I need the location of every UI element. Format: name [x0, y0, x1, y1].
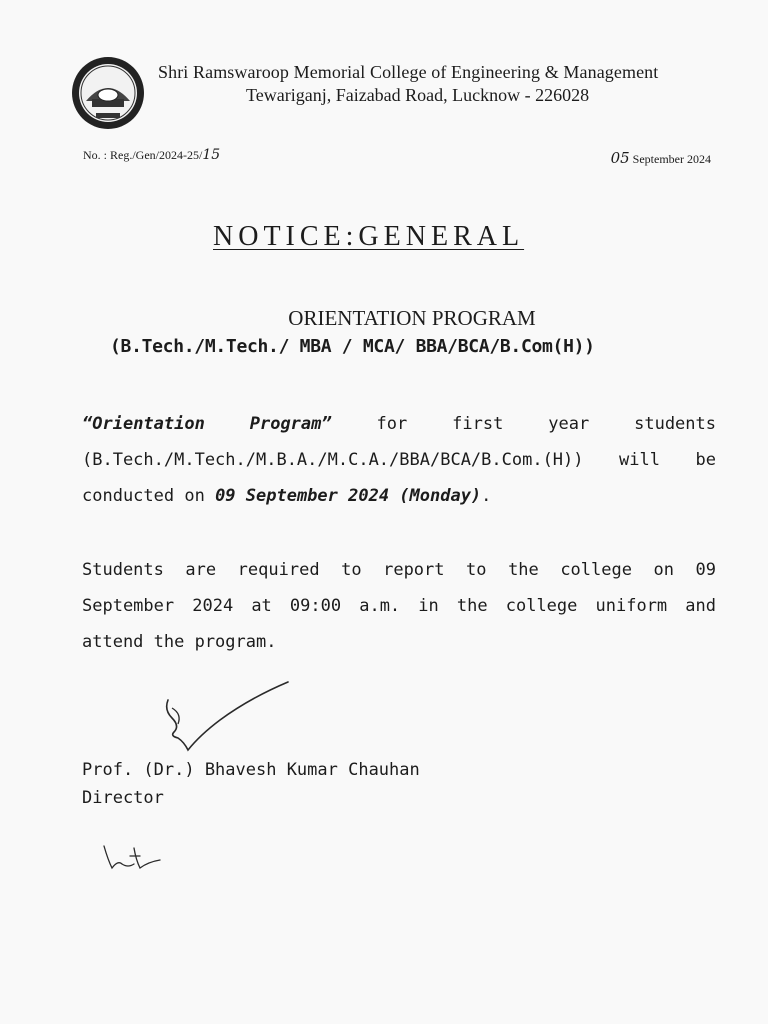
- signatory-name: Prof. (Dr.) Bhavesh Kumar Chauhan: [82, 760, 420, 780]
- handwritten-initials: [100, 838, 170, 878]
- paragraph-orientation-end: .: [481, 486, 492, 506]
- program-courses: (B.Tech./M.Tech./ MBA / MCA/ BBA/BCA/B.Com(H)): [110, 336, 595, 357]
- reference-number: [83, 147, 220, 163]
- paragraph-orientation-text: for first year students (B.Tech./M.Tech./M.B.A./M.C.A./BBA/BCA/B.Com.(H)) will be conducted on: [82, 414, 716, 506]
- college-address: Tewariganj, Faizabad Road, Lucknow - 226028: [246, 85, 590, 105]
- paragraph-reporting: Students are required to report to the college on 09 September 2024 at 09:00 a.m. in the college uniform and attend the program.: [82, 560, 716, 652]
- college-name: Shri Ramswaroop Memorial College of Engineering & Management: [158, 62, 659, 82]
- quote-close: ”: [321, 414, 332, 434]
- program-name-emphasis: Orientation Program: [92, 414, 322, 434]
- director-signature: [160, 680, 300, 760]
- notice-title: NOTICE:GENERAL: [213, 221, 525, 252]
- signatory-designation: Director: [82, 788, 164, 808]
- reference-prefix: No. : Reg./Gen/2024-25/: [83, 148, 203, 162]
- program-title: ORIENTATION PROGRAM: [288, 306, 536, 330]
- notice-date: [611, 149, 711, 167]
- reference-handwritten: 15: [202, 147, 221, 163]
- college-seal-logo: [70, 55, 146, 131]
- date-handwritten-day: 05: [610, 149, 630, 167]
- program-date-emphasis: 09 September 2024 (Monday): [215, 486, 482, 506]
- date-printed: September 2024: [632, 152, 711, 166]
- paragraph-orientation: [82, 406, 716, 514]
- quote-open: “: [82, 414, 93, 434]
